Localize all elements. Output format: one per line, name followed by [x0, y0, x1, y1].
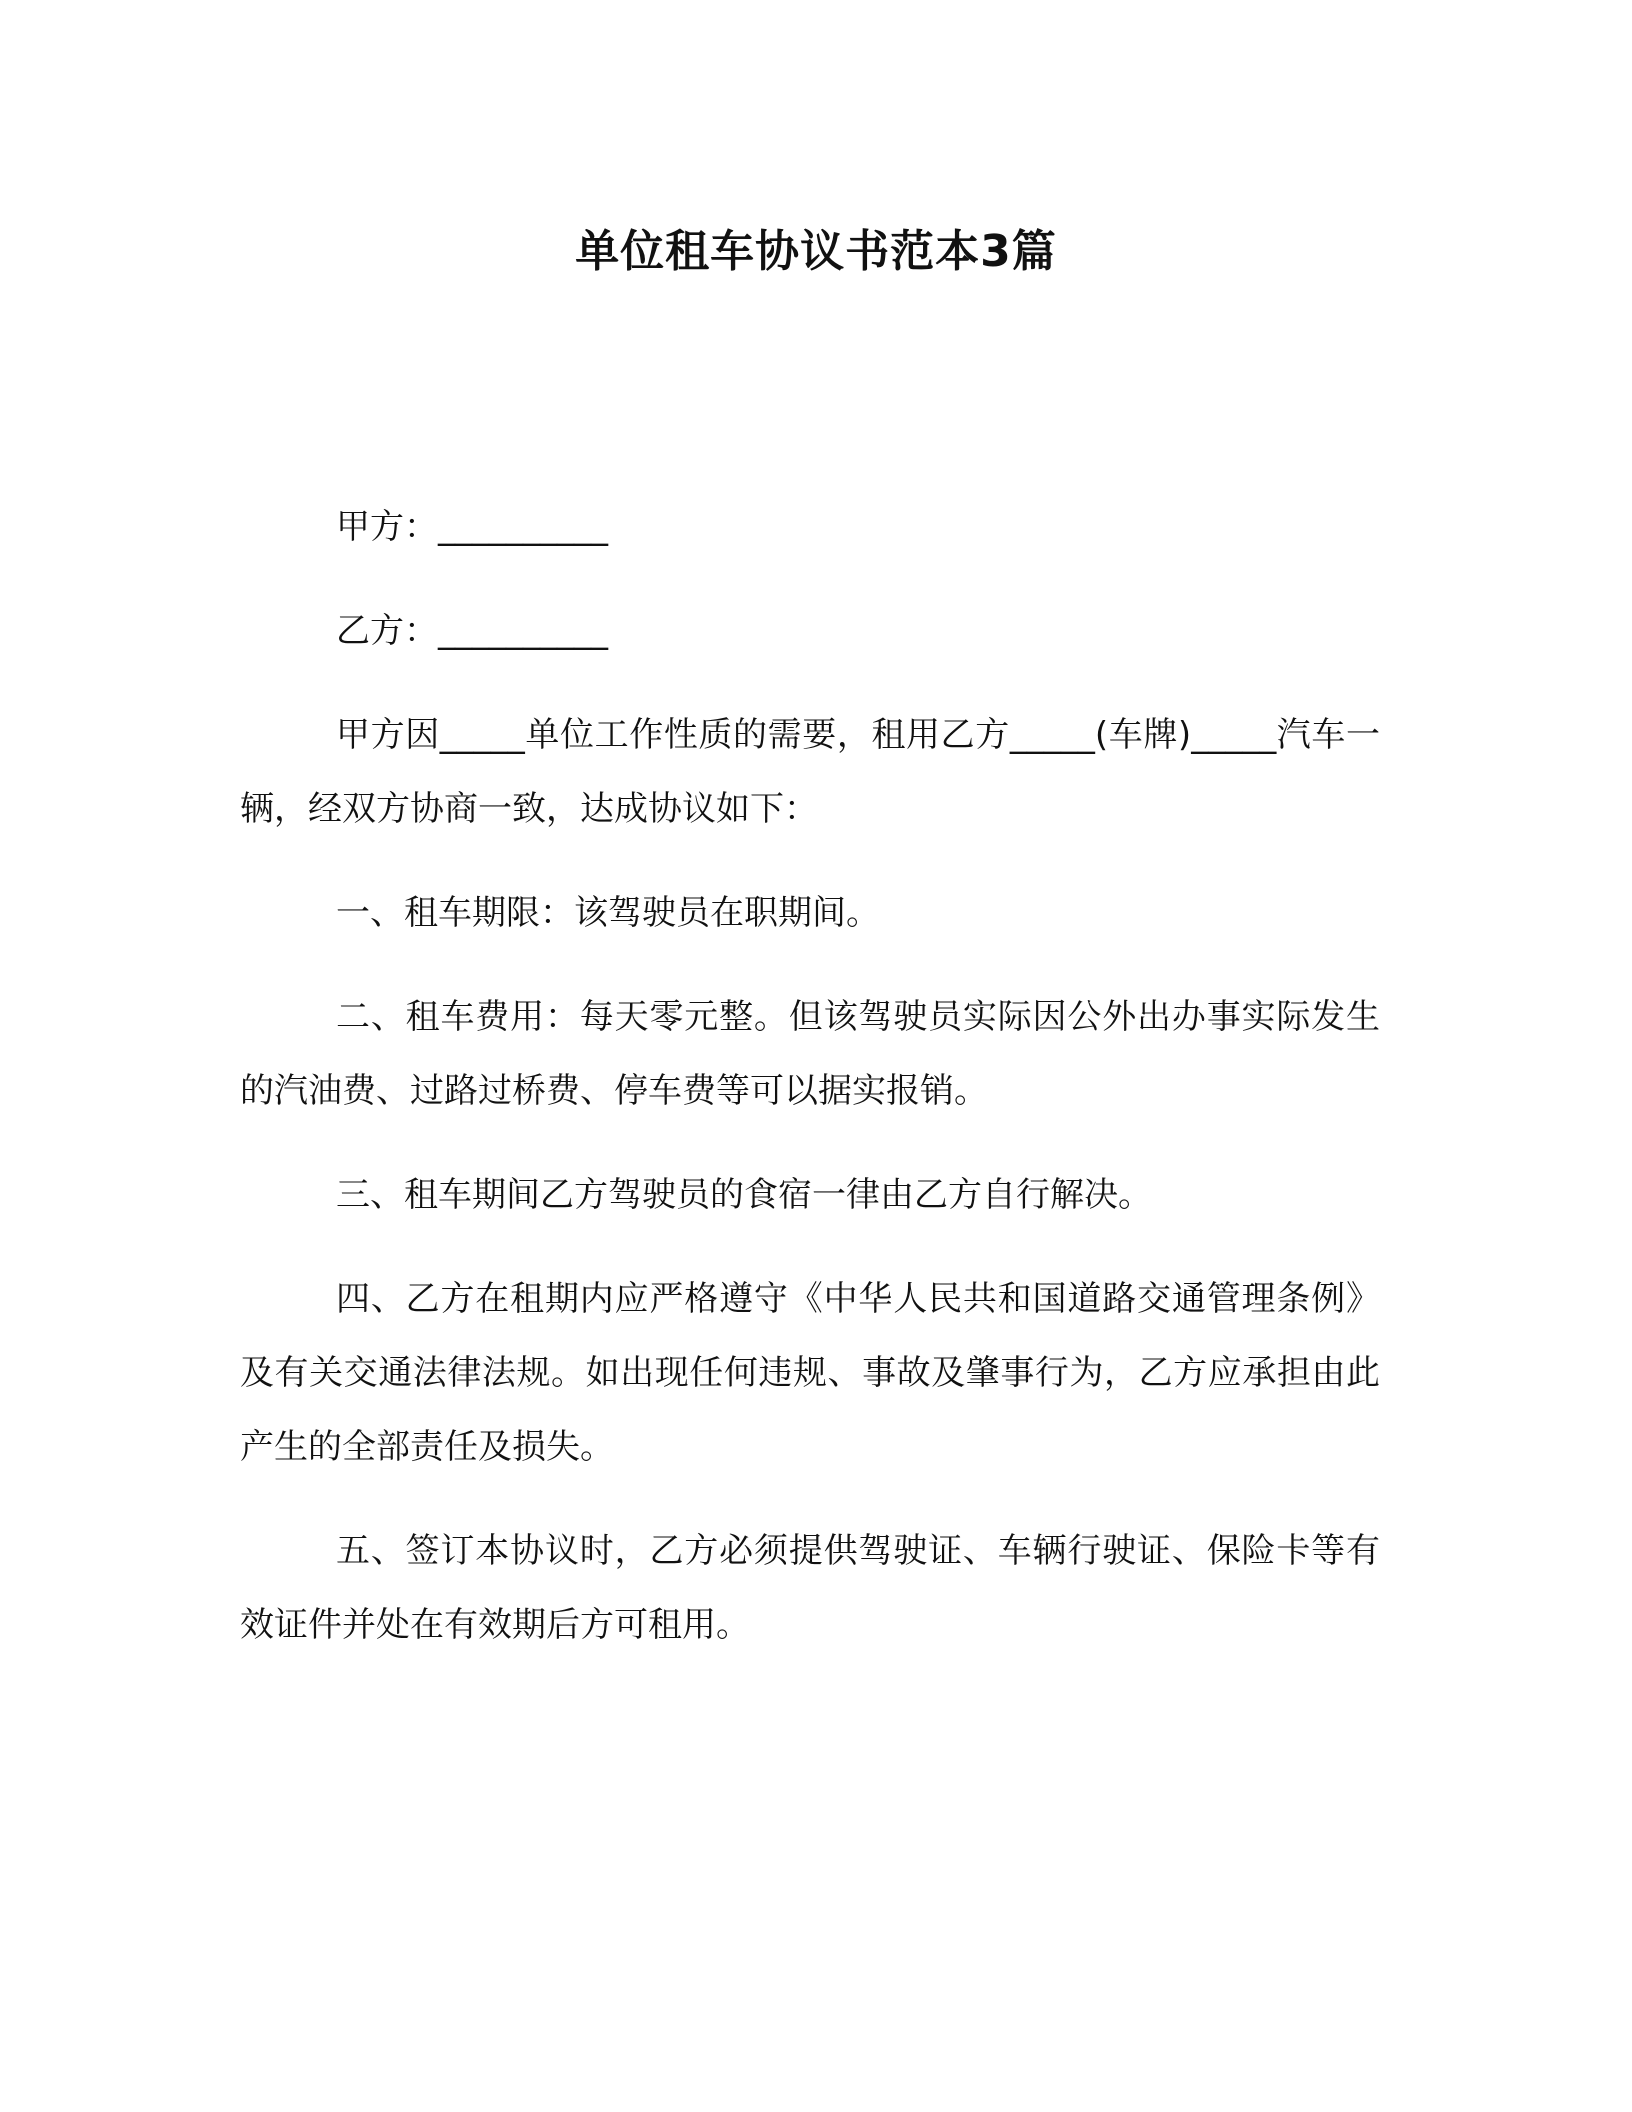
clause-5-paragraph: 五、签订本协议时，乙方必须提供驾驶证、车辆行驶证、保险卡等有效证件并处在有效期后方可租用。 [240, 1531, 1380, 1645]
party-b-line: 乙方：__________ [336, 611, 608, 651]
intro-paragraph: 甲方因_____单位工作性质的需要，租用乙方_____(车牌)_____汽车一辆，经双方协商一致，达成协议如下： [240, 715, 1380, 829]
document-title: 单位租车协议书范本3篇 [575, 226, 1057, 277]
clause-1-paragraph: 一、租车期限：该驾驶员在职期间。 [336, 893, 880, 933]
clause-3-paragraph: 三、租车期间乙方驾驶员的食宿一律由乙方自行解决。 [336, 1175, 1152, 1215]
document-body [240, 490, 1380, 1692]
clause-4-paragraph: 四、乙方在租期内应严格遵守《中华人民共和国道路交通管理条例》及有关交通法律法规。如出现任何违规、事故及肇事行为，乙方应承担由此产生的全部责任及损失。 [240, 1279, 1380, 1467]
clause-2-paragraph: 二、租车费用：每天零元整。但该驾驶员实际因公外出办事实际发生的汽油费、过路过桥费、停车费等可以据实报销。 [240, 997, 1380, 1111]
party-a-line: 甲方：__________ [336, 507, 608, 547]
